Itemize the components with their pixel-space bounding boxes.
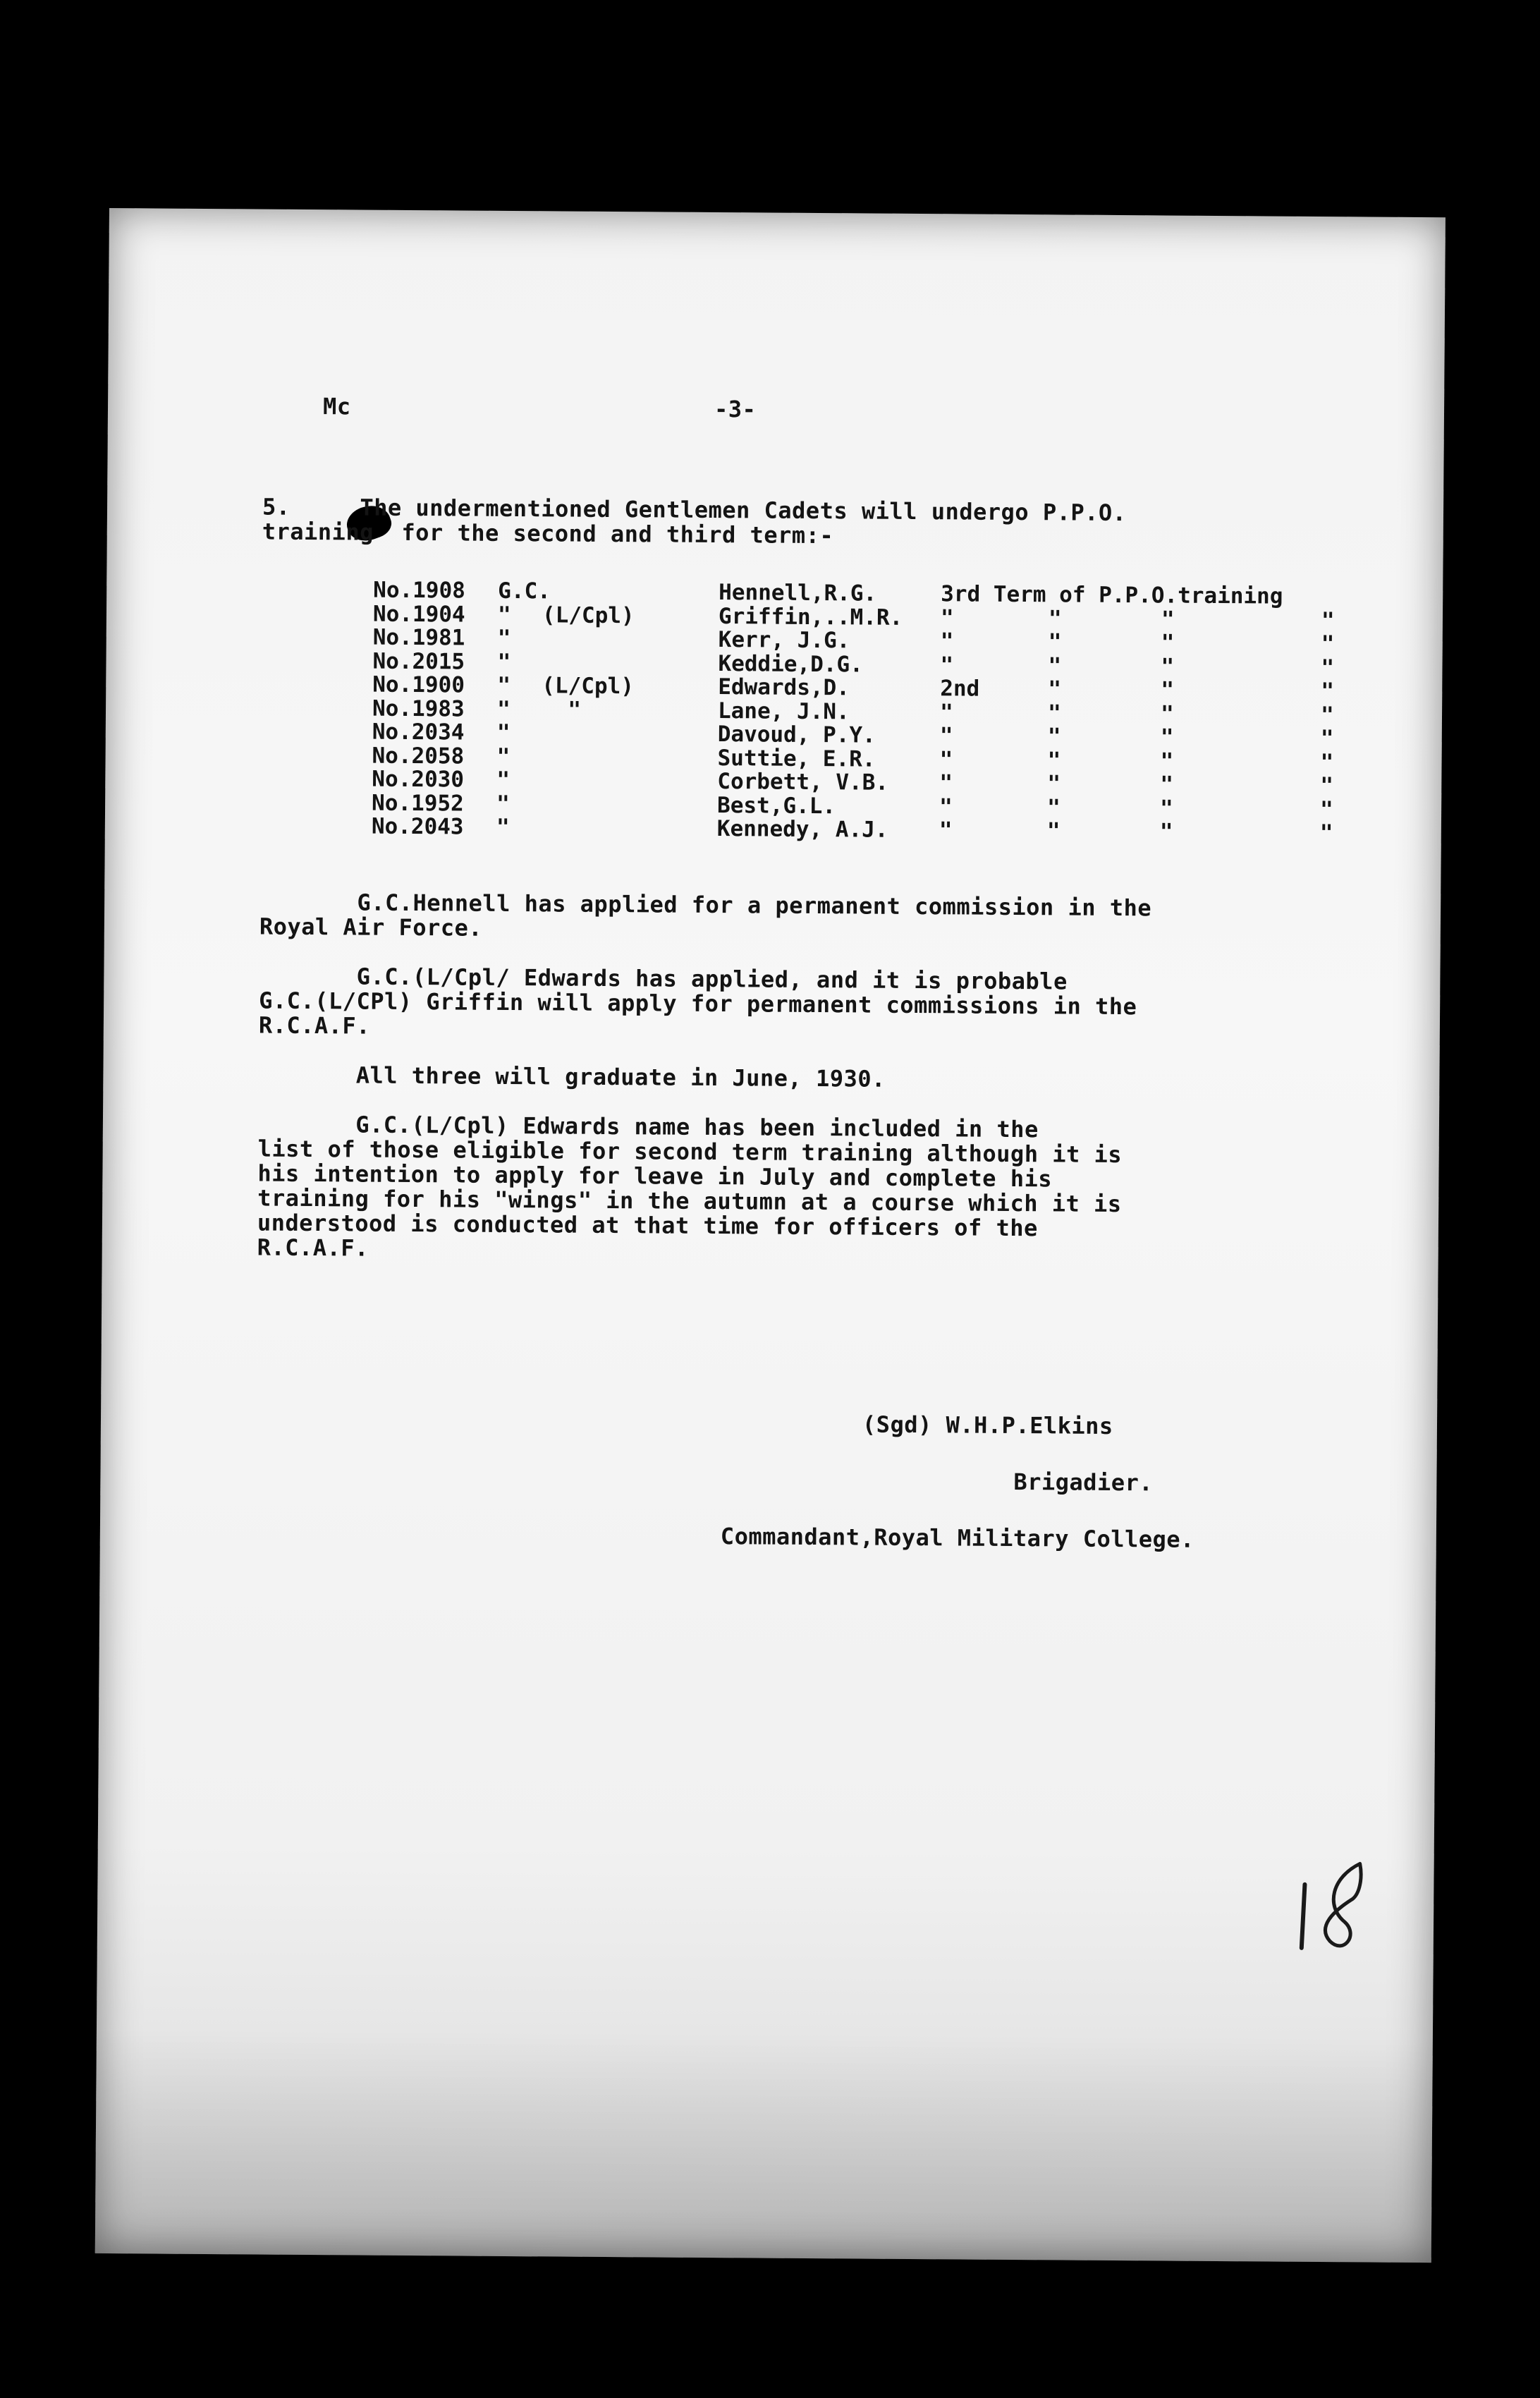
signature-rank: Brigadier. bbox=[1013, 1468, 1154, 1497]
cadet-no: No.1983 bbox=[372, 695, 465, 722]
cadet-term: 2nd bbox=[940, 676, 980, 702]
cadet-d1: " bbox=[1048, 629, 1062, 655]
cadet-term: " bbox=[940, 604, 954, 631]
signature-title: Commandant,Royal Military College. bbox=[720, 1523, 1195, 1553]
paragraph-3-line-1: All three will graduate in June, 1930. bbox=[258, 1061, 886, 1093]
cadet-no: No.2034 bbox=[372, 719, 465, 745]
cadet-name: Best,G.L. bbox=[716, 792, 836, 819]
cadet-term: " bbox=[939, 770, 953, 796]
cadet-no: No.2058 bbox=[372, 743, 465, 769]
cadet-d2: " bbox=[1161, 630, 1175, 656]
cadet-name: Edwards,D. bbox=[718, 674, 850, 701]
paragraph-4-line-6: R.C.A.F. bbox=[257, 1234, 369, 1262]
paragraph-2-line-1: G.C.(L/Cpl/ Edwards has applied, and it is probable bbox=[259, 962, 1068, 995]
cadet-gc: " bbox=[496, 814, 510, 840]
cadet-name: Hennell,R.G. bbox=[719, 580, 877, 607]
cadet-term: " bbox=[939, 746, 953, 772]
cadet-d4: " bbox=[1319, 820, 1333, 846]
paragraph-2-line-2: G.C.(L/CPl) Griffin will apply for permanent commissions in the bbox=[259, 987, 1137, 1021]
cadet-name: Davoud, P.Y. bbox=[717, 722, 876, 748]
cadet-no: No.1904 bbox=[372, 601, 465, 628]
paragraph-1-line-1: G.C.Hennell has applied for a permanent commission in the bbox=[259, 888, 1152, 922]
cadet-name: Keddie,D.G. bbox=[718, 650, 863, 677]
cadet-d2: " bbox=[1161, 653, 1175, 680]
cadet-no: No.1900 bbox=[372, 671, 465, 698]
header-initials: Mc bbox=[322, 393, 351, 420]
cadet-rank: (L/Cpl) bbox=[542, 602, 635, 628]
cadet-d2: " bbox=[1161, 677, 1175, 703]
document-page bbox=[95, 208, 1446, 2263]
cadet-d4: " bbox=[1320, 726, 1334, 752]
cadet-gc: " bbox=[496, 791, 510, 817]
cadet-gc: " bbox=[496, 743, 511, 769]
cadet-d4: " bbox=[1320, 773, 1334, 799]
cadet-d1: " bbox=[1047, 747, 1061, 773]
cadet-d2: " bbox=[1160, 772, 1174, 798]
cadet-gc: G.C. bbox=[498, 578, 551, 604]
cadet-d2: " bbox=[1159, 819, 1173, 845]
cadet-name: Lane, J.N. bbox=[717, 698, 850, 724]
cadet-gc: " bbox=[496, 696, 511, 722]
cadet-d4: " bbox=[1320, 749, 1334, 775]
paragraph-4-line-5: understood is conducted at that time for officers of the bbox=[257, 1209, 1038, 1242]
paragraph-4-line-3: his intention to apply for leave in July and complete his bbox=[257, 1160, 1053, 1193]
cadet-d1: " bbox=[1047, 700, 1061, 726]
cadet-gc: " bbox=[497, 649, 511, 675]
signature-signed: (Sgd) W.H.P.Elkins bbox=[862, 1411, 1113, 1440]
paragraph-4-line-4: training for his "wings" in the autumn at a course which it is bbox=[257, 1184, 1122, 1218]
cadet-gc: " bbox=[497, 602, 511, 628]
cadet-rank: (L/Cpl) bbox=[542, 673, 635, 700]
cadet-d1: " bbox=[1047, 771, 1061, 797]
cadet-d2: " bbox=[1160, 748, 1174, 774]
cadet-d2: " bbox=[1160, 700, 1174, 727]
cadet-d2: " bbox=[1161, 606, 1175, 633]
cadet-d1: " bbox=[1048, 605, 1062, 631]
cadet-name: Suttie, E.R. bbox=[717, 745, 876, 772]
cadet-d4: " bbox=[1321, 678, 1335, 705]
cadet-name: Kerr, J.G. bbox=[718, 627, 850, 654]
cadet-d1: " bbox=[1048, 676, 1062, 702]
intro-line-2: training for the second and third term:- bbox=[262, 518, 834, 549]
cadet-term: " bbox=[939, 817, 953, 844]
cadet-no: No.1981 bbox=[372, 624, 465, 651]
cadet-no: No.2030 bbox=[372, 766, 465, 793]
cadet-d4: " bbox=[1320, 702, 1334, 728]
cadet-d4: " bbox=[1321, 607, 1335, 633]
cadet-d4: " bbox=[1321, 655, 1335, 681]
cadet-gc: " bbox=[496, 719, 511, 745]
paragraph-4-line-1: G.C.(L/Cpl) Edwards name has been included in the bbox=[257, 1110, 1039, 1143]
cadet-term: " bbox=[940, 628, 954, 655]
cadet-d2: " bbox=[1159, 795, 1173, 822]
cadet-d1: " bbox=[1048, 652, 1062, 678]
cadet-gc: " bbox=[496, 767, 511, 793]
cadet-name: Kennedy, A.J. bbox=[716, 816, 888, 843]
cadet-gc: " bbox=[497, 672, 511, 698]
paragraph-2-line-3: R.C.A.F. bbox=[258, 1011, 371, 1040]
cadet-term: " bbox=[939, 699, 953, 725]
cadet-no: No.2015 bbox=[372, 648, 465, 675]
cadet-term: " bbox=[940, 652, 954, 678]
cadet-no: No.1952 bbox=[371, 790, 464, 817]
cadet-term: " bbox=[939, 793, 953, 820]
cadet-no: No.2043 bbox=[371, 813, 464, 840]
cadet-d2: " bbox=[1160, 724, 1174, 750]
cadet-d4: " bbox=[1321, 631, 1335, 657]
cadet-d4: " bbox=[1319, 796, 1333, 822]
cadet-d1: " bbox=[1046, 794, 1061, 820]
cadet-name: Corbett, V.B. bbox=[717, 769, 889, 796]
cadet-term: " bbox=[939, 723, 953, 749]
cadet-gc: " bbox=[497, 625, 511, 651]
intro-line-1: 5. The undermentioned Gentlemen Cadets will undergo P.P.O. bbox=[262, 493, 1127, 527]
folio-handwritten bbox=[1289, 1856, 1374, 1970]
cadet-name: Griffin,..M.R. bbox=[718, 603, 903, 631]
cadet-no: No.1908 bbox=[373, 577, 466, 604]
paragraph-4-line-2: list of those eligible for second term training although it is bbox=[257, 1135, 1123, 1169]
cadet-d1: " bbox=[1046, 818, 1061, 844]
cadet-term: 3rd Term of P.P.O.training bbox=[941, 581, 1283, 609]
paragraph-1-line-2: Royal Air Force. bbox=[259, 913, 483, 942]
cadet-d1: " bbox=[1047, 724, 1061, 750]
page-number: -3- bbox=[714, 395, 757, 423]
cadet-rank: " bbox=[541, 696, 582, 723]
